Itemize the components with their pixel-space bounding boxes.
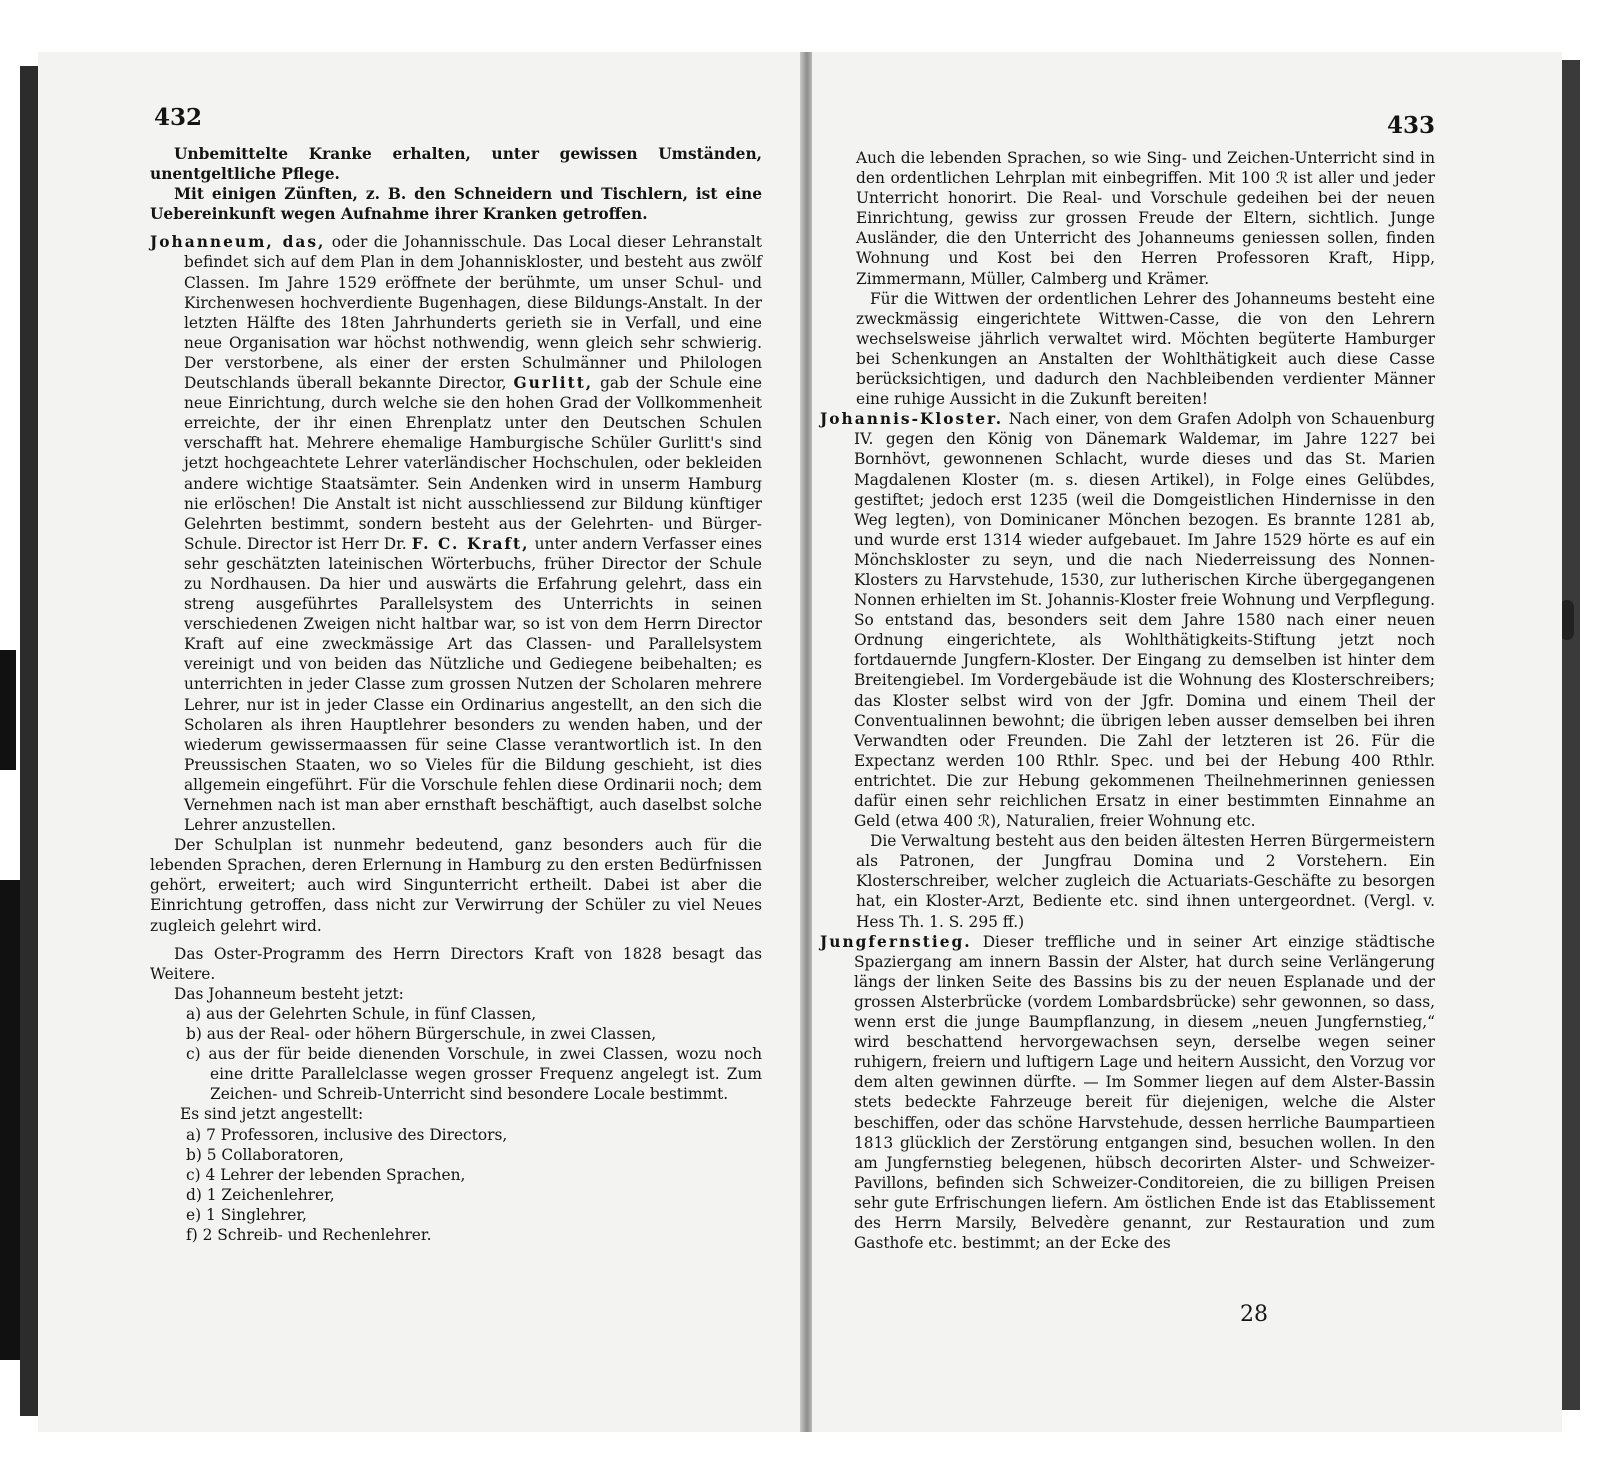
list-item: c) aus der für beide dienenden Vorschule, in zwei Classen, wozu noch eine dritte Parallelclasse wegen grosser Frequenz angelegt ist. Zum Zeichen- und Schreib-Unterricht sind besondere Locale bestimmt.: [186, 1045, 762, 1104]
list-heading: Es sind jetzt angestellt:: [180, 1105, 364, 1124]
page-number-right: 433: [1387, 112, 1436, 139]
list-item: b) 5 Collaboratoren,: [186, 1145, 344, 1164]
intro-paragraph: Unbemittelte Kranke erhalten, unter gewissen Umständen, unentgeltliche Pflege.: [150, 145, 762, 184]
headword-johannis-kloster: Johannis-Kloster.: [820, 410, 1004, 429]
list-bestand: [150, 984, 762, 1245]
page-clip-mark: [1560, 600, 1574, 640]
entry-johannis-kloster: Johannis-Kloster. Nach einer, von dem Grafen Adolph von Schauenburg IV. gegen den König von Dänemark Waldemar, im Jahre 1227 bei Bornhövt, gewonnenen Schlacht, wurde dieses und das St. Marien Magdalenen Kloster (m. s. diesen Artikel), in Folge eines Gelübdes, gestiftet; jedoch erst 1235 (weil die Domgeistlichen Hindernisse in den Weg legten), von Dominicaner Mönchen bezogen. Es brannte 1281 ab, und wurde erst 1314 wieder aufgebauet. Im Jahre 1529 hörte es auf ein Mönchskloster zu seyn, und die nach Niederreissung des Nonnen-Klosters zu Harvstehude, 1530, zur lutherischen Kirche übergegangenen Nonnen erhielten im St. Johannis-Kloster freie Wohnung und Verpflegung. So entstand das, besonders seit dem Jahre 1580 nach einer neuen Ordnung eingerichtete, als Wohlthätigkeits-Stiftung jetzt noch fortdauernde Jungfern-Kloster. Der Eingang zu demselben ist hinter dem Breitengiebel. Im Vordergebäude ist die Wohnung des Klosterschreibers; das Kloster selbst wird von der Jgfr. Domina und einem Theil der Conventualinnen bewohnt; die übrigen leben ausser demselben bei ihren Verwandten oder Freunden. Die Zahl der letzteren ist 26. Für die Expectanz werden 100 Rthlr. Spec. und bei der Hebung 400 Rthlr. entrichtet. Die zur Hebung gekommenen Theilnehmerinnen geniessen dafür einen sehr reichlichen Ersatz in einer bestimmten Einnahme an Geld (etwa 400 ℛ), Naturalien, freier Wohnung etc.: [820, 410, 1435, 831]
name-kraft: F. C. Kraft,: [411, 534, 530, 553]
list-item: e) 1 Singlehrer,: [186, 1205, 307, 1224]
name-gurlitt: Gurlitt,: [513, 374, 594, 393]
paragraph-wittwen: Für die Wittwen der ordentlichen Lehrer des Johanneums besteht eine zweckmässig eingerichtete Wittwen-Casse, die von den Lehrern wechselsweise jährlich verwaltet wird. Möchten begüterte Hamburger bei Schenkungen an Anstalten der Wohlthätigkeit auch diese Casse berücksichtigen, und dadurch den Nachbleibenden verdienter Männer eine ruhige Aussicht in die Zukunft bereiten!: [856, 289, 1435, 409]
entry-jungfernstieg: Jungfernstieg. Dieser treffliche und in seiner Art einzige städtische Spaziergang am innern Bassin der Alster, hat durch seine Verlängerung längs der linken Seite des Bassins bis zu der neuen Esplanade und der grossen Alsterbrücke (vordem Lombardsbrücke) sehr gewonnen, so dass, wenn erst die junge Baumpflanzung, in diesem „neuen Jungfernstieg,“ wird beschattend hervorgewachsen seyn, derselbe wegen seiner ruhigern, freiern und luftigern Lage und heitern Aussicht, den Vorzug vor dem alten gewinnen dürfte. — Im Sommer liegen auf dem Alster-Bassin stets bedeckte Fahrzeuge bereit für diejenigen, welche die Alster beschiffen, oder das schöne Harvstehude, dessen herrliche Baumpartieen 1813 glücklich der Zerstörung entgangen sind, besuchen wollen. In den am Jungfernstieg belegenen, hübsch decorirten Alster- und Schweizer-Pavillons, befinden sich Schweizer-Conditoreien, die zu billigen Preisen sehr gute Erfrischungen liefern. Am östlichen Ende ist das Etablissement des Herrn Marsily, Belvedère genannt, zur Restauration und zum Gasthofe etc. bestimmt; an der Ecke des: [820, 932, 1435, 1253]
list-heading: Das Johanneum besteht jetzt:: [174, 984, 404, 1003]
right-page-body: [820, 148, 1435, 1253]
list-item: a) 7 Professoren, inclusive des Directors,: [186, 1125, 508, 1144]
right-page: [812, 52, 1562, 1432]
list-item: d) 1 Zeichenlehrer,: [186, 1185, 335, 1204]
headword-johanneum: Johanneum, das,: [150, 233, 326, 252]
paragraph-continuation: Auch die lebenden Sprachen, so wie Sing- und Zeichen-Unterricht sind in den ordentlichen Lehrplan mit einbegriffen. Mit 100 ℛ ist aller und jeder Unterricht honorirt. Die Real- und Vorschule gedeihen bei der neuen Einrichtung, gewiss zur grossen Freude der Eltern, sichtlich. Junge Ausländer, die den Unterricht des Johanneums geniessen sollen, finden Wohnung und Kost bei den Herren Professoren Kraft, Hipp, Zimmermann, Müller, Calmberg und Krämer.: [856, 149, 1435, 288]
entry-johanneum: Johanneum, das, oder die Johannisschule. Das Local dieser Lehranstalt befindet sich auf dem Plan in dem Johanniskloster, und besteht aus zwölf Classen. Im Jahre 1529 eröffnete der berühmte, um unser Schul- und Kirchenwesen hochverdiente Bugenhagen, diese Bildungs-Anstalt. In der letzten Hälfte des 18ten Jahrhunderts gerieth sie in Verfall, und eine neue Organisation war höchst nothwendig, wenn gleich sehr schwierig. Der verstorbene, als einer der ersten Schulmänner und Philologen Deutschlands überall bekannte Director, Gurlitt, gab der Schule eine neue Einrichtung, durch welche sie den hohen Grad der Vollkommenheit erreichte, der ihr einen Ehrenplatz unter den Deutschen Schulen verschafft hat. Mehrere ehemalige Hamburgische Schüler Gurlitt's sind jetzt hochgeachtete Lehrer vaterländischer Hochschulen, oder bekleiden andere wichtige Staatsämter. Sein Andenken wird in unserm Hamburg nie erlöschen! Die Anstalt ist nicht ausschliessend zur Bildung künftiger Gelehrten bestimmt, sondern besteht aus der Gelehrten- und Bürger-Schule. Director ist Herr Dr. F. C. Kraft, unter andern Verfasser eines sehr geschätzten lateinischen Wörterbuchs, früher Director der Schule zu Nordhausen. Da hier und auswärts die Erfahrung gelehrt, dass ein streng ausgeführtes Parallelsystem des Unterrichts in seinen verschiedenen Zweigen nicht haltbar war, so ist von dem Herrn Director Kraft auf eine zweckmässige Art das Classen- und Parallelsystem vereinigt und von beiden das Nützliche und Gediegene beibehalten; es unterrichten in jeder Classe zum grossen Nutzen der Scholaren mehrere Lehrer, nur ist in jeder Classe ein Ordinarius angestellt, an den sich die Scholaren als ihren Hauptlehrer besonders zu wenden haben, und der wiederum gewissermaassen für seine Classe verantwortlich ist. In den Preussischen Staaten, wo so Vieles für die Bildung geschieht, ist dies allgemein eingeführt. Für die Vorschule fehlen diese Ordinarii noch; dem Vernehmen nach ist man aber ernsthaft beschäftigt, auch daselbst solche Lehrer anzustellen.: [150, 233, 762, 835]
list-item: b) aus der Real- oder höhern Bürgerschule, in zwei Classen,: [186, 1025, 657, 1044]
intro-paragraph: Mit einigen Zünften, z. B. den Schneidern und Tischlern, ist eine Uebereinkunft wegen Aufnahme ihrer Kranken getroffen.: [150, 185, 762, 224]
page-number-left: 432: [154, 104, 203, 131]
scanner-edge-mark: [0, 880, 22, 1360]
left-page-body: [150, 144, 762, 1245]
left-page: [38, 52, 806, 1432]
list-item: a) aus der Gelehrten Schule, in fünf Classen,: [186, 1004, 537, 1023]
paragraph-schulplan: Der Schulplan ist nunmehr bedeutend, ganz besonders auch für die lebenden Sprachen, deren Erlernung in Hamburg zu den ersten Bedürfnissen gehört, erweitert; auch wird Singunterricht ertheilt. Dabei ist aber die Einrichtung getroffen, dass nicht zur Verwirrung der Schüler zu viel Neues zugleich gelehrt wird.: [150, 836, 762, 935]
list-item: c) 4 Lehrer der lebenden Sprachen,: [186, 1165, 466, 1184]
scanner-edge-mark: [0, 650, 16, 770]
signature-mark: 28: [1240, 1302, 1268, 1327]
paragraph-verwaltung: Die Verwaltung besteht aus den beiden ältesten Herren Bürgermeistern als Patronen, der Jungfrau Domina und 2 Vorstehern. Ein Klosterschreiber, welcher zugleich die Actuariats-Geschäfte zu besorgen hat, ein Kloster-Arzt, Bediente etc. sind ihnen untergeordnet. (Vergl. v. Hess Th. 1. S. 295 ff.): [856, 832, 1435, 931]
headword-jungfernstieg: Jungfernstieg.: [820, 932, 972, 951]
paragraph-programm: Das Oster-Programm des Herrn Directors Kraft von 1828 besagt das Weitere.: [150, 944, 762, 983]
list-item: f) 2 Schreib- und Rechenlehrer.: [186, 1225, 432, 1244]
